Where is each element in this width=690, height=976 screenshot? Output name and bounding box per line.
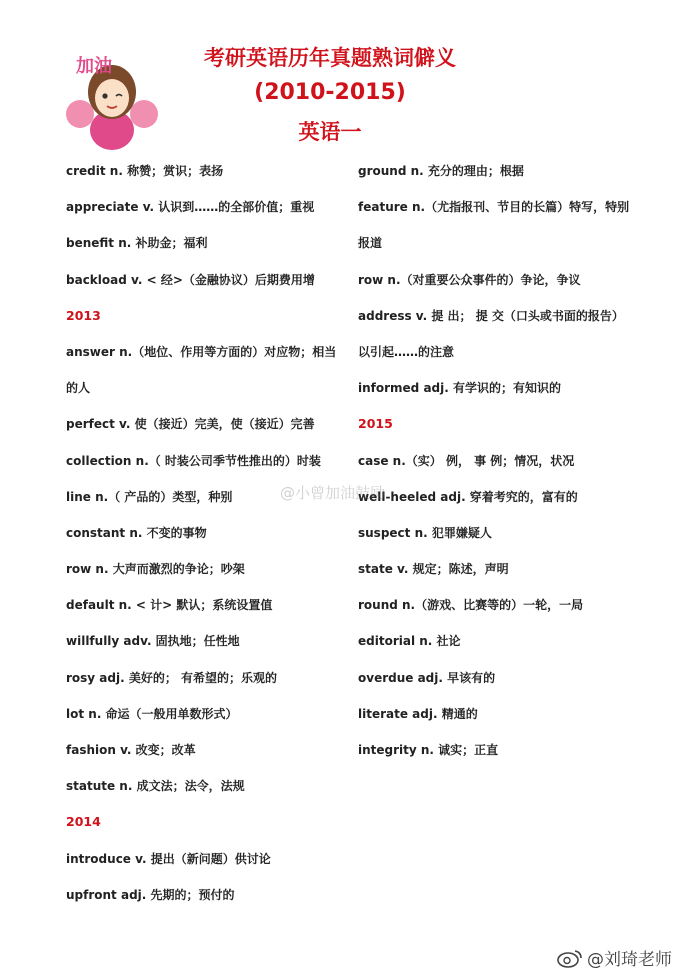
vocab-entry: informed adj. 有学识的；有知识的 (358, 381, 561, 396)
vocab-entry: feature n.（尤指报刊、节目的长篇）特写，特别 (358, 200, 630, 215)
right-column (358, 155, 648, 770)
vocab-entry: well-heeled adj. 穿着考究的，富有的 (358, 489, 578, 504)
vocab-entry: credit n. 称赞；赏识；表扬 (66, 164, 224, 178)
vocab-entry: upfront adj. 先期的；预付的 (66, 887, 235, 902)
vocab-entry: fashion v. 改变；改革 (66, 743, 196, 757)
vocab-entry: 报道 (358, 236, 383, 251)
vocab-entry: state v. 规定；陈述，声明 (358, 562, 509, 577)
footer-credit (557, 945, 672, 970)
vocab-entry: editorial n. 社论 (358, 634, 461, 649)
year-heading: 2013 (66, 307, 101, 323)
vocab-entry: willfully adv. 固执地；任性地 (66, 634, 240, 649)
vocab-entry: answer n.（地位、作用等方面的）对应物；相当 (66, 344, 337, 359)
vocab-entry: ground n. 充分的理由；根据 (358, 164, 524, 178)
watermark: @小曾加油鼓励 (280, 484, 386, 502)
exam-subtitle: 英语一 (298, 119, 362, 144)
vocab-entry: case n.（实） 例， 事 例；情况，状况 (358, 453, 575, 468)
svg-text:加油: 加油 (76, 56, 112, 77)
vocab-entry: round n.（游戏、比赛等的）一轮，一局 (358, 598, 584, 613)
vocab-entry: collection n.（ 时装公司季节性推出的）时装 (66, 453, 321, 468)
vocab-entry: 的人 (66, 381, 91, 396)
vocab-entry: perfect v. 使（接近）完美，使（接近）完善 (66, 417, 315, 432)
year-heading: 2014 (66, 814, 101, 830)
vocab-entry: rosy adj. 美好的； 有希望的；乐观的 (66, 670, 278, 685)
vocab-entry: row n.（对重要公众事件的）争论，争议 (358, 272, 581, 287)
year-range: (2010-2015) (254, 80, 406, 105)
left-column (66, 155, 348, 915)
vocab-entry: integrity n. 诚实；正直 (358, 743, 499, 757)
footer-handle: @刘琦老师 (587, 950, 672, 970)
vocab-entry: row n. 大声而激烈的争论；吵架 (66, 562, 245, 577)
vocab-entry: address v. 提 出； 提 交（口头或书面的报告） (358, 308, 624, 323)
vocab-entry: default n. < 计> 默认；系统设置值 (66, 598, 273, 613)
vocab-entry: backload v. < 经>（金融协议）后期费用增 (66, 272, 315, 287)
vocab-entry: appreciate v. 认识到……的全部价值；重视 (66, 200, 315, 215)
vocab-entry: benefit n. 补助金；福利 (66, 236, 208, 251)
vocab-entry: introduce v. 提出（新问题）供讨论 (66, 851, 271, 866)
vocab-entry: 以引起……的注意 (358, 344, 455, 359)
vocab-entry: literate adj. 精通的 (358, 706, 478, 721)
vocab-entry: constant n. 不变的事物 (66, 525, 207, 540)
weibo-icon (557, 948, 583, 968)
vocab-entry: overdue adj. 早该有的 (358, 670, 496, 685)
year-heading: 2015 (358, 416, 393, 432)
vocab-entry: statute n. 成文法；法令，法规 (66, 779, 245, 794)
vocab-entry: suspect n. 犯罪嫌疑人 (358, 525, 492, 540)
vocab-entry: line n.（ 产品的）类型，种别 (66, 489, 233, 504)
vocab-entry: lot n. 命运（一般用单数形式） (66, 706, 238, 721)
document-title: 考研英语历年真题熟词僻义 (204, 45, 456, 70)
